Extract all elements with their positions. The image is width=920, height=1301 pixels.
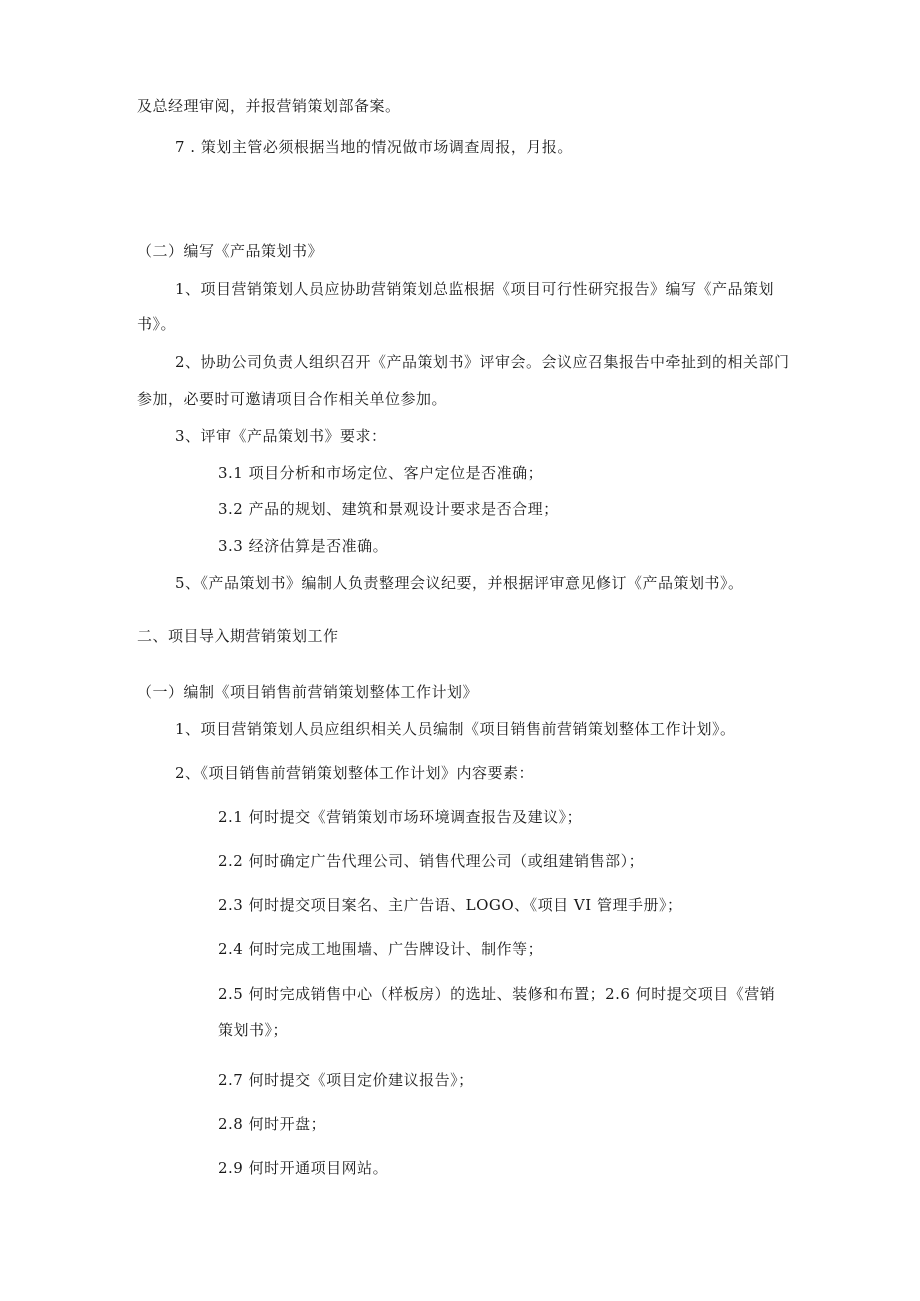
- sub-list-item: 2.3 何时提交项目案名、主广告语、LOGO、《项目 VI 管理手册》；: [218, 896, 683, 914]
- sub-list-item: 2.1 何时提交《营销策划市场环境调查报告及建议》；: [218, 808, 583, 826]
- sub-list-item: 2.9 何时开通项目网站。: [218, 1159, 389, 1177]
- list-item: 1、项目营销策划人员应协助营销策划总监根据《项目可行性研究报告》编写《产品策划: [175, 280, 775, 298]
- list-item: 1、项目营销策划人员应组织相关人员编制《项目销售前营销策划整体工作计划》。: [175, 720, 736, 738]
- sub-list-item: 3.2 产品的规划、建筑和景观设计要求是否合理；: [218, 500, 559, 518]
- list-item: 2、《项目销售前营销策划整体工作计划》内容要素：: [175, 764, 535, 782]
- list-item: 2、协助公司负责人组织召开《产品策划书》评审会。会议应召集报告中牵扯到的相关部门: [175, 353, 790, 371]
- text-line: 书》。: [137, 315, 177, 333]
- list-item: 5、《产品策划书》编制人负责整理会议纪要，并根据评审意见修订《产品策划书》。: [175, 574, 744, 592]
- text-line: 参加，必要时可邀请项目合作相关单位参加。: [137, 390, 448, 408]
- sub-list-item: 2.2 何时确定广告代理公司、销售代理公司（或组建销售部）；: [218, 852, 645, 870]
- section-heading: （二）编写《产品策划书》: [137, 242, 324, 260]
- sub-list-item: 2.5 何时完成销售中心（样板房）的选址、装修和布置；2.6 何时提交项目《营销: [218, 985, 776, 1003]
- sub-list-item: 2.7 何时提交《项目定价建议报告》；: [218, 1071, 474, 1089]
- text-line: 及总经理审阅，并报营销策划部备案。: [137, 97, 401, 115]
- list-item: 3、评审《产品策划书》要求：: [175, 427, 387, 445]
- sub-list-item-continuation: 策划书》；: [218, 1021, 289, 1039]
- sub-list-item: 2.8 何时开盘；: [218, 1115, 327, 1133]
- chapter-heading: 二、项目导入期营销策划工作: [137, 627, 339, 645]
- sub-list-item: 2.4 何时完成工地围墙、广告牌设计、制作等；: [218, 940, 544, 958]
- sub-list-item: 3.3 经济估算是否准确。: [218, 537, 389, 555]
- list-item: 7 . 策划主管必须根据当地的情况做市场调查周报，月报。: [175, 138, 573, 156]
- sub-list-item: 3.1 项目分析和市场定位、客户定位是否准确；: [218, 464, 544, 482]
- section-heading: （一）编制《项目销售前营销策划整体工作计划》: [137, 683, 479, 701]
